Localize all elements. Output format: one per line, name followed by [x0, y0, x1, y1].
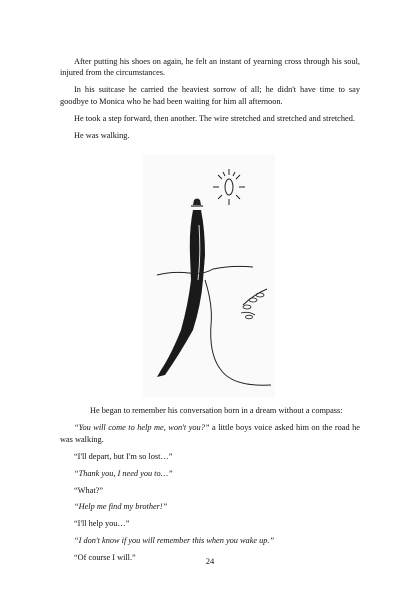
ink-drawing-illustration — [143, 155, 275, 398]
dialogue-line: “I'll help you…” — [74, 519, 130, 529]
conversation-text — [60, 405, 360, 569]
italic-quote: “You will come to help me, won't you?” — [74, 423, 210, 433]
dialogue-line: “Thank you, I need you to…” — [74, 468, 173, 478]
paragraph: In his suitcase he carried the heaviest sorrow of all; he didn't have time to say goodbye to Monica who he had been waiting for him all afternoon. — [60, 85, 360, 106]
page-number: 24 — [205, 556, 215, 566]
dialogue-line: “What?” — [74, 485, 104, 495]
dialogue-line: “I'll depart, but I'm so lost…” — [74, 451, 173, 461]
paragraph: After putting his shoes on again, he felt an instant of yearning cross through his soul, injured from the circumstances. — [60, 57, 360, 78]
dialogue-line: “I don't know if you will remember this when you wake up.” — [74, 536, 275, 546]
paragraph — [60, 422, 360, 445]
dialogue-line: “Help me find my brother!” — [74, 502, 168, 512]
paragraph: He began to remember his conversation born in a dream without a compass: — [90, 406, 343, 415]
sun-icon — [213, 169, 245, 205]
paragraph: He took a step forward, then another. The wire stretched and stretched and stretched. — [74, 113, 355, 123]
paragraph: He was walking. — [74, 130, 130, 140]
walking-man-illustration-icon — [143, 155, 275, 398]
narration: a little boys voice asked him on the road he was walking. — [60, 423, 360, 444]
dialogue-line: “Of course I will.” — [74, 553, 136, 563]
narrative-text-top — [60, 56, 360, 146]
